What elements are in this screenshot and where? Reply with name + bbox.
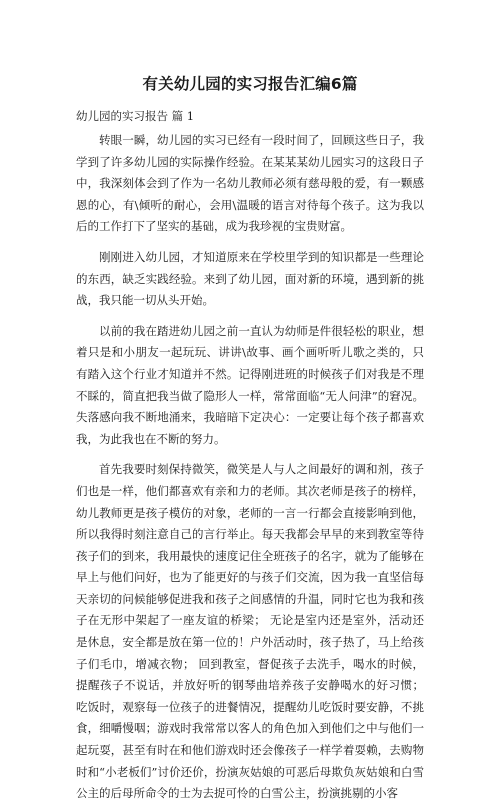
paragraph-2: 刚刚进入幼儿园，才知道原来在学校里学到的知识都是一些理论的东西，缺乏实践经验。来到了幼儿园，面对新的环境，遇到新的挑战，我只能一切从头开始。 [76, 249, 424, 308]
paragraph-4: 首先我要时刻保持微笑，微笑是人与人之间最好的调和剂，孩子们也是一样，他们都喜欢有亲和力的老师。其次老师是孩子的榜样，幼儿教师更是孩子模仿的对象，老师的一言一行都会直接影响到他，所以我得时刻注意自己的言行举止。每天我都会早早的来到教室等待孩子们的到来，我用最快的速度记住全班孩子的名字，就为了能够在早上与他们问好，也为了能更好的与孩子们交流，因为我一直坚信每天亲切的问候能够促进我和孩子之间感情的升温，同时它也为我和孩子在无形中架起了一座友谊的桥梁； 无论是室内还是室外，活动还是休息，安全都是放在第一位的！户外活动时，孩子热了，马上给孩子们毛巾，增减衣物； 回到教室，督促孩子去洗手，喝水的时候，提醒孩子不说话，并放好听的钢琴曲培养孩子安静喝水的好习惯； 吃饭时，观察每一位孩子的进餐情况，提醒幼儿吃饭时要安静，不挑食，细嚼慢咽；游戏时我常常以客人的角色加入到他们之中与他们一起玩耍，甚至有时在和他们游戏时还会像孩子一样学着耍赖，去购物时和“小老板们”讨价还价，扮演灰姑娘的可恶后母欺负灰姑娘和白雪公主的后母所命令的士为去捉可怜的白雪公主，扮演挑剔的小客 [76, 462, 424, 801]
paragraph-3: 以前的我在踏进幼儿园之前一直认为幼师是件很轻松的职业，想着只是和小朋友一起玩玩、讲讲\故事、画个画听听儿歌之类的，只有踏入这个行业才知道并不然。记得刚进班的时候孩子们对我是不理不睬的，简直把我当做了隐形人一样，常常面临“无人问津”的窘况。失落感向我不断地涌来，我暗暗下定决心：一定要让每个孩子都喜欢我，为此我也在不断的努力。 [76, 323, 424, 446]
paragraph-1: 转眼一瞬，幼儿园的实习已经有一段时间了，回顾这些日子，我学到了许多幼儿园的实际操作经验。在某某某幼儿园实习的这段日子中，我深刻体会到了作为一名幼儿教师必须有慈母般的爱，有一颗感恩的心，有\倾听的耐心，会用\温暖的语言对待每个孩子。这为我以后的工作打下了坚实的基础，成为我珍视的宝贵财富。 [76, 133, 424, 234]
document-title: 有关幼儿园的实习报告汇编6篇 [142, 75, 358, 93]
section-heading: 幼儿园的实习报告 篇 1 [76, 109, 195, 123]
